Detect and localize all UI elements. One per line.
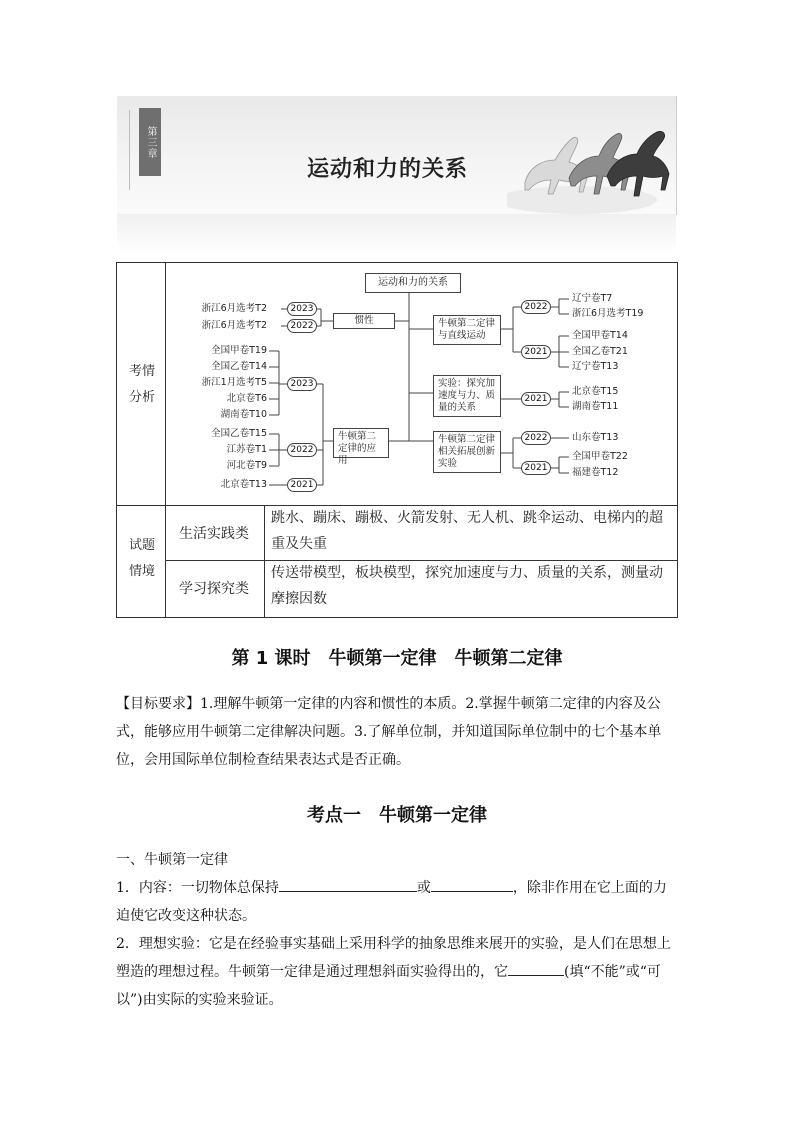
- fill-blank[interactable]: [431, 875, 513, 892]
- exam-source: 辽宁卷T13: [572, 361, 619, 372]
- goals-tag: 【目标要求】: [116, 696, 200, 712]
- exam-source: 北京卷T15: [572, 386, 619, 397]
- horses-illustration: [507, 120, 672, 216]
- exam-source: 辽宁卷T7: [572, 293, 613, 304]
- exam-source: 北京卷T6: [226, 393, 267, 404]
- exam-source: 全国甲卷T19: [211, 345, 267, 356]
- exam-source: 湖南卷T11: [572, 401, 619, 412]
- mindmap-root: 运动和力的关系: [365, 273, 461, 293]
- item2-text-a: 2．理想实验：它是在经验事实基础上采用科学的抽象思维来展开的实验，是人们在思想上塑造的理想过程。牛顿第一定律是通过理想斜面实验得出的，它: [116, 936, 671, 980]
- exam-source: 北京卷T13: [220, 479, 267, 490]
- section-heading: 一、牛顿第一定律: [116, 852, 228, 868]
- row-label-analysis-line1: 考情: [129, 364, 156, 379]
- content-item-1: [116, 874, 678, 930]
- mindmap-experiment: 实验：探究加速度与力、质量的关系: [433, 375, 501, 417]
- chapter-banner: [117, 96, 676, 254]
- exam-source: 福建卷T12: [572, 467, 619, 478]
- mindmap-law2-motion: 牛顿第二定律与直线运动: [433, 315, 501, 345]
- exam-source: 全国乙卷T21: [572, 346, 628, 357]
- exam-source: 浙江6月选考T2: [201, 320, 267, 331]
- goals-text: 1.理解牛顿第一定律的内容和惯性的本质。2.掌握牛顿第二定律的内容及公式，能够应用牛顿第二定律解决问题。3.了解单位制，并知道国际单位制中的七个基本单位，会用国际单位制检查结果表达式是否正确。: [116, 696, 662, 768]
- exam-source: 全国乙卷T14: [211, 361, 267, 372]
- banner-divider: [129, 110, 130, 190]
- exam-source: 全国甲卷T14: [572, 330, 628, 341]
- exam-source: 浙江1月选考T5: [201, 377, 267, 388]
- row-label-analysis-line2: 分析: [129, 390, 156, 405]
- study-explore-label: 学习探究类: [179, 581, 249, 597]
- learning-goals: [116, 690, 678, 774]
- year-badge: 2022: [521, 431, 551, 445]
- exam-source: 河北卷T9: [226, 460, 267, 471]
- year-badge: 2021: [521, 392, 551, 406]
- year-badge: 2021: [521, 345, 551, 359]
- mindmap-inertia: 惯性: [333, 313, 395, 329]
- row-label-scenario-line1: 试题: [129, 538, 156, 553]
- mindmap-law2-innovation: 牛顿第二定律相关拓展创新实验: [433, 431, 501, 473]
- study-explore-text: 传送带模型，板块模型，探究加速度与力、质量的关系，测量动摩擦因数: [271, 565, 663, 607]
- exam-source: 湖南卷T10: [220, 409, 267, 420]
- table-divider: [264, 505, 265, 617]
- chapter-title: 运动和力的关系: [307, 157, 469, 182]
- row-label-scenario: [129, 533, 155, 585]
- item2-text-b: (填“不能”或“可以”)由实际的实验来验证。: [116, 964, 661, 1008]
- exam-source: 浙江6月选考T19: [572, 308, 644, 319]
- item1-text-b: 或: [416, 880, 431, 896]
- fill-blank[interactable]: [279, 875, 417, 892]
- life-practice-label: 生活实践类: [179, 526, 249, 542]
- exam-source: 浙江6月选考T2: [201, 303, 267, 314]
- life-practice-text: 跳水、蹦床、蹦极、火箭发射、无人机、跳伞运动、电梯内的超重及失重: [271, 510, 663, 552]
- exam-source: 山东卷T13: [572, 432, 619, 443]
- exam-source: 江苏卷T1: [226, 444, 267, 455]
- year-badge: 2023: [287, 302, 317, 316]
- exam-source: 全国甲卷T22: [572, 451, 628, 462]
- year-badge: 2021: [521, 461, 551, 475]
- fill-blank[interactable]: [508, 959, 564, 976]
- lesson-title: 第 1 课时 牛顿第一定律 牛顿第二定律: [231, 648, 563, 669]
- keypoint-title: 考点一 牛顿第一定律: [307, 805, 487, 826]
- content-item-2: [116, 930, 678, 1014]
- banner-fade: [117, 214, 676, 254]
- exam-analysis-table: [116, 262, 678, 618]
- year-badge: 2022: [287, 443, 317, 457]
- year-badge: 2023: [287, 377, 317, 391]
- year-badge: 2022: [287, 319, 317, 333]
- mindmap-application: 牛顿第二定律的应用: [333, 428, 389, 458]
- chapter-tag: 第三章: [139, 108, 161, 176]
- year-badge: 2021: [287, 478, 317, 492]
- row-label-scenario-line2: 情境: [129, 564, 156, 579]
- item1-text-c: ，除非作用在它上面的力迫使它改变这种状态。: [116, 880, 667, 924]
- exam-source: 全国乙卷T15: [211, 428, 267, 439]
- item1-text-a: 1．内容：一切物体总保持: [116, 880, 279, 896]
- year-badge: 2022: [521, 300, 551, 314]
